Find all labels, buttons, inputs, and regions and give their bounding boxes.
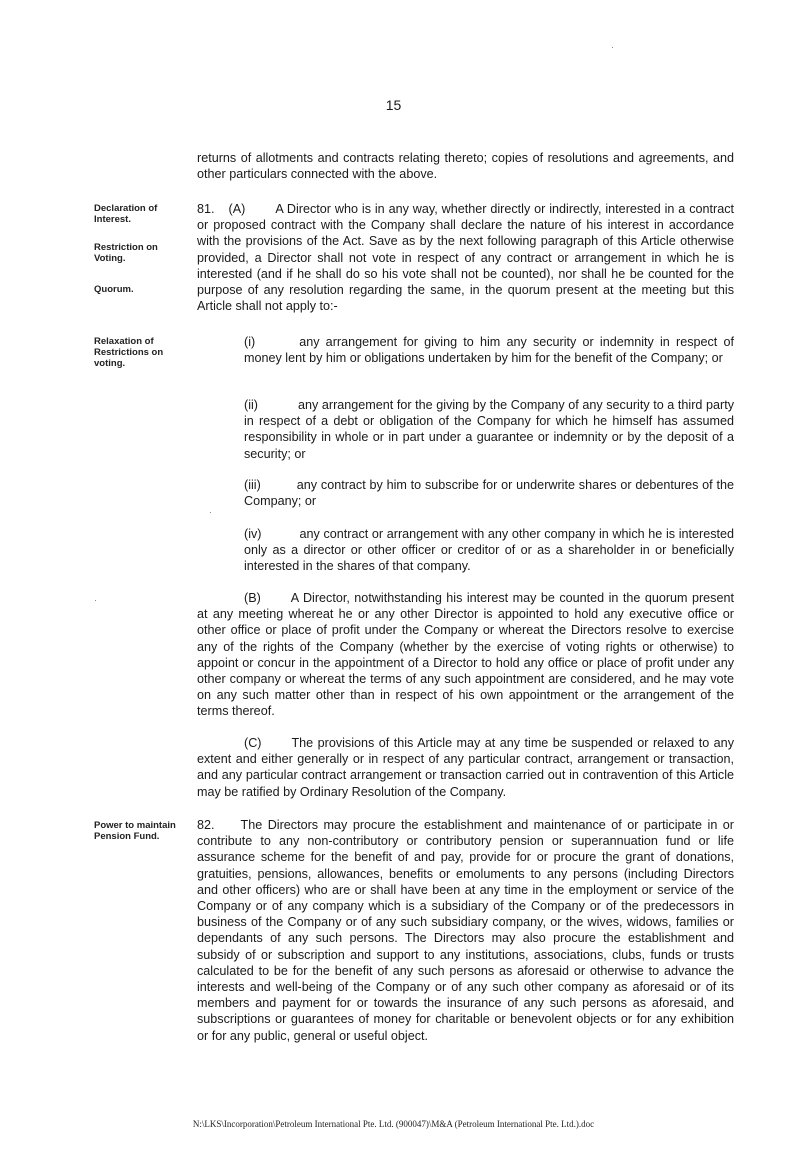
margin-note-quorum: Quorum. [94,284,134,295]
clause-text: A Director, notwithstanding his interest may be counted in the quorum present at any meeting whereat he or any other Director is appointed to hold any executive office or other office or place of profit under the Company or whereat the Directors resolve to exercise any of the rights of the Company (whether by the exercise of voting rights or otherwise) to appoint or concur in the appointment of a Director to hold any office or place of profit under any other company or whereat the terms of any such appointment are considered, and he may vote on any such matter other than in respect of his own appointment or the arrangement of the terms thereof. [197,591,734,719]
article-81a [197,201,734,314]
clause-text: The provisions of this Article may at any time be suspended or relaxed to any extent and either generally or in respect of any particular contract, arrangement or transaction, and any particular contract arrangement or transaction carried out in contravention of this Article may be ratified by Ordinary Resolution of the Company. [197,736,734,799]
item-iii [244,477,734,509]
item-text: any contract by him to subscribe for or underwrite shares or debentures of the Company; or [244,478,734,509]
margin-note-pension: Power to maintain Pension Fund. [94,820,176,842]
page-number: 15 [385,97,402,113]
item-iv [244,526,734,575]
clause-label: (C) [244,736,262,750]
margin-note-restriction: Restriction on Voting. [94,242,158,264]
article-number: 81. [197,202,215,216]
article-81c [197,735,734,800]
item-text: any arrangement for giving to him any security or indemnity in respect of money lent by him or obligations undertaken by him for the benefit of the Company; or [244,335,734,366]
item-label: (iii) [244,478,261,492]
margin-note-relaxation: Relaxation of Restrictions on voting. [94,336,164,369]
item-label: (i) [244,335,256,349]
item-label: (ii) [244,398,258,412]
item-text: any arrangement for the giving by the Company of any security to a third party in respect of a debt or obligation of the Company for which he himself has assumed responsibility in whole or in part under a guarantee or indemnity or by the deposit of a security; or [244,398,734,461]
scan-speck [95,600,96,601]
scan-speck [612,47,613,48]
clause-text: A Director who is in any way, whether directly or indirectly, interested in a contract or proposed contract with the Company shall declare the nature of his interest in accordance with the provisions of the Act. Save as by the next following paragraph of this Article otherwise provided, a Director shall not vote in respect of any contract or arrangement in which he is interested (and if he shall do so his vote shall not be counted), nor shall he be counted for the purpose of any resolution regarding the same, in the quorum present at the meeting but this Article shall not apply to:- [197,202,734,314]
article-text: The Directors may procure the establishment and maintenance of or participate in or contribute to any non-contributory or contributory pension or superannuation fund or life assurance scheme for the benefit of and pay, provide for or procure the grant of donations, gratuities, pensions, allowances, benefits or emoluments to any persons (including Directors and other officers) who are or shall have been at any time in the employment or service of the Company or of any company which is a subsidiary of the Company or of the predecessors in business of the Company or of any such subsidiary company, or the wives, widows, families or dependants of any such persons. The Directors may also procure the establishment and subsidy of or subscription and support to any institutions, associations, clubs, funds or trusts calculated to be for the benefit of any such persons as aforesaid or otherwise to advance the interests and well-being of the Company or of any such other company as aforesaid or of its members and payment for or towards the insurance of any such persons as aforesaid, and subscriptions or guarantees of money for charitable or benevolent objects or for any exhibition or for any public, general or useful object. [197,818,734,1043]
margin-note-declaration: Declaration of Interest. [94,203,158,225]
article-81b [197,590,734,720]
scan-speck [210,512,211,513]
item-label: (iv) [244,527,262,541]
item-text: any contract or arrangement with any other company in which he is interested only as a director or other officer or creditor of or as a shareholder in or beneficially interested in the shares of that company. [244,527,734,574]
article-82 [197,817,734,1044]
clause-label: (A) [228,202,246,216]
item-ii [244,397,734,462]
footer-file-path: N:\LKS\Incorporation\Petroleum International Pte. Ltd. (900047)\M&A (Petroleum International Pte. Ltd.).doc [192,1119,595,1129]
clause-label: (B) [244,591,261,605]
article-number: 82. [197,818,215,832]
item-i [244,334,734,366]
continuation-paragraph: returns of allotments and contracts relating thereto; copies of resolutions and agreements, and other particulars connected with the above. [197,151,734,182]
